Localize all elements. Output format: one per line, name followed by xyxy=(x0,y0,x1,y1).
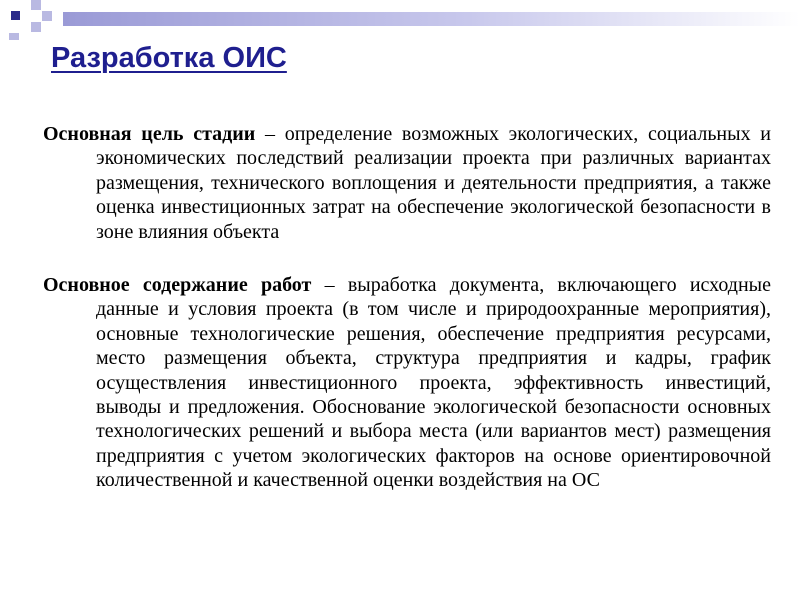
goal-paragraph xyxy=(43,122,771,244)
decor-square xyxy=(31,0,41,10)
content-term: Основное содержание работ xyxy=(43,274,312,296)
goal-term: Основная цель стадии xyxy=(43,123,256,145)
decor-square xyxy=(11,11,20,20)
slide-title: Разработка ОИС xyxy=(51,42,287,74)
decor-square xyxy=(31,22,41,32)
goal-text: – определение возможных экологических, социальных и экономических последствий реализации проекта при различных вариантах размещения, технического воплощения и деятельности предприятия, а также оценка инвестиционных затрат на обеспечение экологической безопасности в зоне влияния объекта xyxy=(96,123,771,243)
content-text: – выработка документа, включающего исходные данные и условия проекта (в том числе и природоохранные мероприятия), основные технологические решения, обеспечение предприятия ресурсами, место размещения объекта, структура предприятия и кадры, график осуществления инвестиционного проекта, эффективность инвестиций, выводы и предложения. Обоснование экологической безопасности основных технологических решений и выбора места (или вариантов мест) размещения предприятия с учетом экологических факторов на основе ориентировочной количественной и качественной оценки воздействия на ОС xyxy=(96,274,771,492)
content-paragraph xyxy=(43,273,771,493)
decor-square xyxy=(9,33,19,40)
corner-decoration xyxy=(0,0,800,40)
decor-square xyxy=(42,11,52,21)
decor-stripe xyxy=(63,12,800,26)
